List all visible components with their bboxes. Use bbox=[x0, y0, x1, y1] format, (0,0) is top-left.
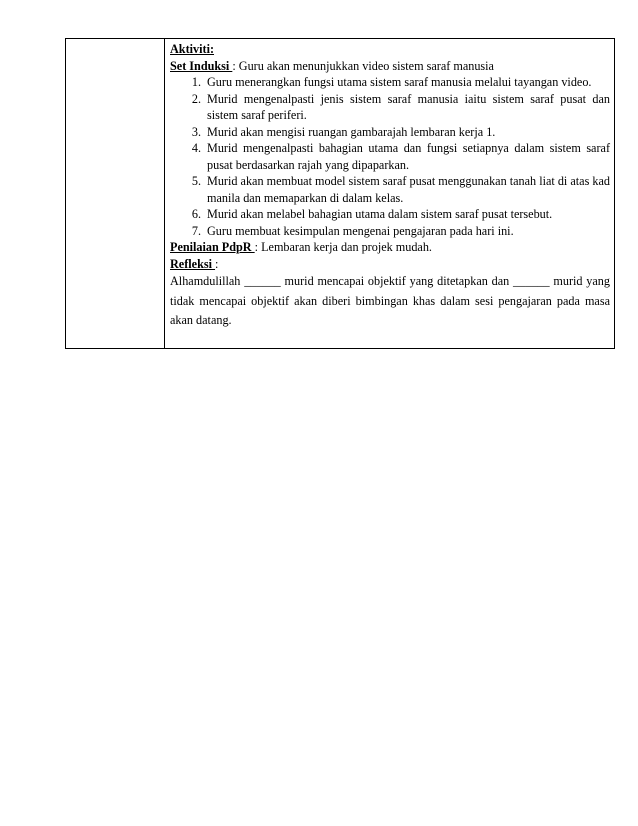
refleksi-text: Alhamdulillah ______ murid mencapai objektif yang ditetapkan dan ______ murid yang tidak mencapai objektif akan diberi bimbingan khas dalam sesi pengajaran pada masa akan datang. bbox=[170, 274, 610, 327]
list-item: 4. Murid mengenalpasti bahagian utama dan fungsi setiapnya dalam sistem saraf pusat berdasarkan rajah yang dipaparkan. bbox=[191, 141, 610, 172]
refleksi-label: Refleksi bbox=[170, 256, 216, 271]
activity-steps-list bbox=[170, 74, 610, 239]
refleksi-colon: : bbox=[215, 256, 219, 271]
penilaian-label: Penilaian PdpR bbox=[170, 240, 255, 254]
penilaian-line bbox=[170, 239, 610, 256]
list-item: 3. Murid akan mengisi ruangan gambarajah lembaran kerja 1. bbox=[191, 124, 496, 139]
list-item: 2. Murid mengenalpasti jenis sistem saraf manusia iaitu sistem saraf pusat dan sistem saraf periferi. bbox=[191, 91, 610, 122]
list-item: 5. Murid akan membuat model sistem saraf pusat menggunakan tanah liat di atas kad manila dan memaparkan di dalam kelas. bbox=[191, 174, 610, 205]
set-induksi-label: Set Induksi bbox=[170, 58, 233, 73]
empty-left-column bbox=[66, 39, 165, 348]
refleksi-line bbox=[170, 256, 610, 273]
list-item: 7. Guru membuat kesimpulan mengenai pengajaran pada hari ini. bbox=[191, 223, 514, 238]
set-induksi-text: : Guru akan menunjukkan video sistem saraf manusia bbox=[232, 58, 494, 73]
list-item: 6. Murid akan melabel bahagian utama dalam sistem saraf pusat tersebut. bbox=[191, 207, 553, 221]
list-item: 1. Guru menerangkan fungsi utama sistem saraf manusia melalui tayangan video. bbox=[191, 75, 592, 89]
set-induksi-line bbox=[170, 58, 610, 75]
activity-heading-line bbox=[170, 41, 610, 58]
activity-cell bbox=[165, 39, 614, 348]
penilaian-text: : Lembaran kerja dan projek mudah. bbox=[254, 240, 432, 254]
activity-heading: Aktiviti: bbox=[170, 42, 215, 56]
lesson-table bbox=[65, 38, 615, 349]
